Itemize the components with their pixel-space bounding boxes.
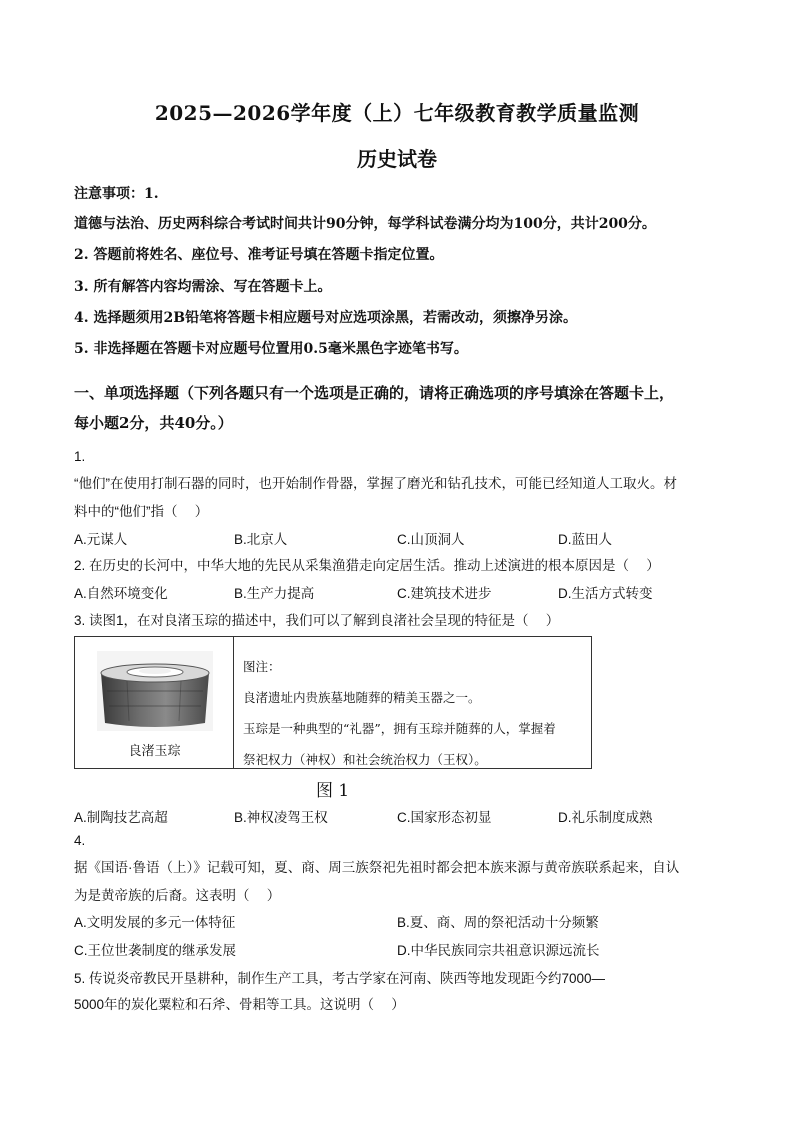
question-1-option-c: C.山顶洞人 [397,532,465,547]
section-heading-line1: 一、单项选择题（下列各题只有一个选项是正确的，请将正确选项的序号填涂在答题卡上， [74,384,675,402]
notes-heading: 注意事项：1. [74,186,159,202]
question-2-option-b: B.生产力提高 [234,586,315,601]
question-3-option-d: D.礼乐制度成熟 [558,810,653,825]
question-3-text: 3. 读图1，在对良渚玉琮的描述中，我们可以了解到良渚社会呈现的特征是（ ） [74,613,560,628]
section-heading [74,378,734,438]
question-5-text: 5. 传说炎帝教民开垦耕种，制作生产工具，考古学家在河南、陕西等地发现距今约7000— [74,971,606,986]
question-3-option-c: C.国家形态初显 [397,810,492,825]
note-item: 3. 所有解答内容均需涂、写在答题卡上。 [74,279,332,295]
question-4-text: 据《国语·鲁语（上）》记载可知，夏、商、周三族祭祀先祖时都会把本族来源与黄帝族联系起来，自认 [74,860,680,875]
figure-note [243,651,556,775]
exam-subject: 历史试卷 [357,147,437,171]
figure-1-label: 图 1 [316,781,350,801]
figure-image-panel [75,637,234,768]
figure-note-line: 玉琮是一种典型的“礼器”，拥有玉琮并随葬的人，掌握着 [243,721,556,736]
question-4-option-d: D.中华民族同宗共祖意识源远流长 [397,943,600,958]
question-1-number: 1. [74,449,86,464]
question-1-text: “他们”在使用打制石器的同时，也开始制作骨器，掌握了磨光和钻孔技术，可能已经知道人工取火。材 [74,476,677,491]
question-4-option-c: C.王位世袭制度的继承发展 [74,943,236,958]
note-item: 5. 非选择题在答题卡对应题号位置用0.5毫米黑色字迹笔书写。 [74,341,468,357]
figure-note-line: 良渚遗址内贵族墓地随葬的精美玉器之一。 [243,690,481,705]
question-1-option-a: A.元谋人 [74,532,128,547]
question-1-text-cont: 料中的“他们”指（ ） [74,504,209,519]
question-2-option-d: D.生活方式转变 [558,586,653,601]
figure-1 [74,636,592,769]
question-1-option-d: D.蓝田人 [558,532,612,547]
question-2-text: 2. 在历史的长河中，中华大地的先民从采集渔猎走向定居生活。推动上述演进的根本原因是（ ） [74,558,660,573]
question-4-option-a: A.文明发展的多元一体特征 [74,915,236,930]
question-2-option-c: C.建筑技术进步 [397,586,492,601]
question-4-number: 4. [74,833,86,848]
question-2-option-a: A.自然环境变化 [74,586,168,601]
exam-title: 2025—2026学年度（上）七年级教育教学质量监测 [154,101,640,125]
question-4-text-cont: 为是黄帝族的后裔。这表明（ ） [74,888,281,903]
figure-note-title: 图注： [243,659,281,674]
question-1-option-b: B.北京人 [234,532,288,547]
note-item: 2. 答题前将姓名、座位号、准考证号填在答题卡指定位置。 [74,247,444,263]
jade-cong-photo [97,651,213,731]
section-heading-line2: 每小题2分，共40分。） [74,414,233,432]
question-3-option-b: B.神权凌驾王权 [234,810,328,825]
note-item: 4. 选择题须用2B铅笔将答题卡相应题号对应选项涂黑，若需改动，须擦净另涂。 [74,310,578,326]
question-5-text-cont: 5000年的炭化粟粒和石斧、骨耜等工具。这说明（ ） [74,997,405,1012]
note-item: 道德与法治、历史两科综合考试时间共计90分钟，每学科试卷满分均为100分，共计200分。 [74,216,656,232]
question-3-option-a: A.制陶技艺高超 [74,810,168,825]
question-4-option-b: B.夏、商、周的祭祀活动十分频繁 [397,915,599,930]
figure-image-caption: 良渚玉琮 [128,744,181,759]
figure-note-line: 祭祀权力（神权）和社会统治权力（王权）。 [243,752,487,767]
